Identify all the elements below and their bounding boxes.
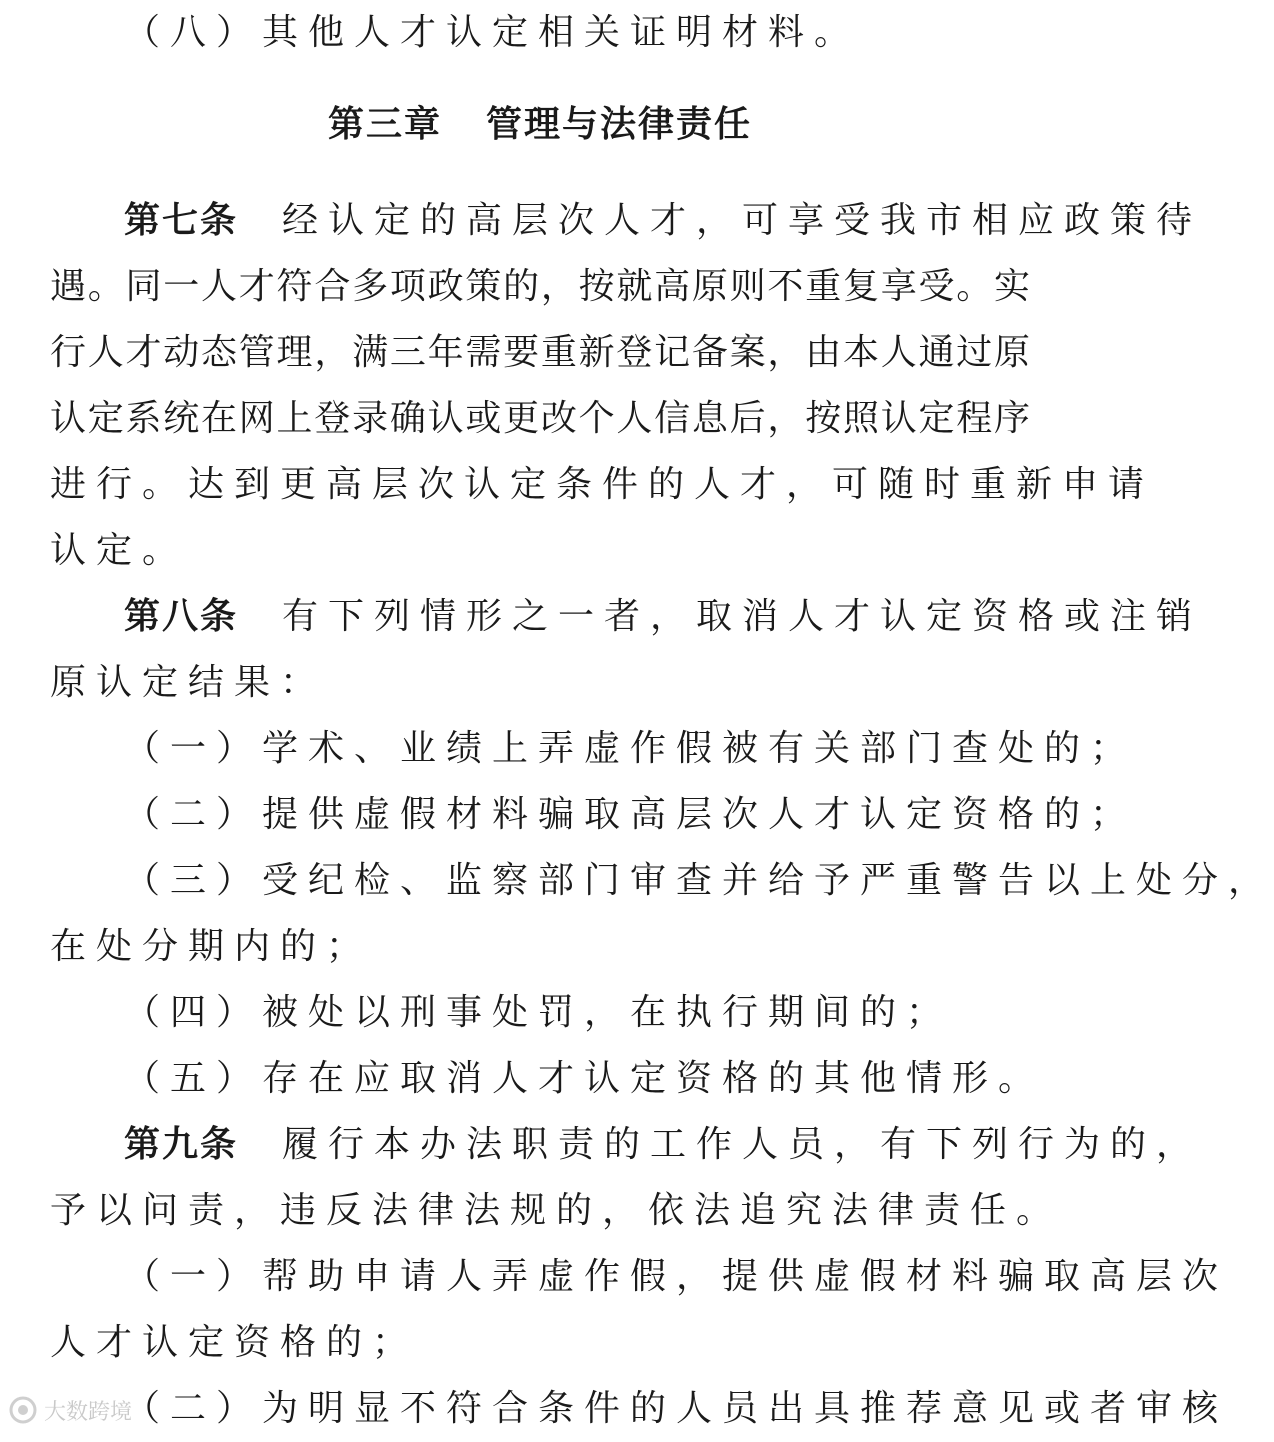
article-9-item-2: （二）为明显不符合条件的人员出具推荐意见或者审核 — [124, 1388, 1229, 1429]
article-7-line-6: 认定。 — [50, 530, 189, 571]
article-9-item-1: （一）帮助申请人弄虚作假，提供虚假材料骗取高层次 — [124, 1256, 1229, 1297]
article-7-line-2: 遇。同一人才符合多项政策的，按就高原则不重复享受。实 — [50, 266, 1030, 307]
article-9-line-2: 予以问责，违反法律法规的，依法追究法律责任。 — [50, 1190, 1063, 1231]
article-7-heading: 第七条 — [124, 200, 239, 241]
chapter-name: 管理与法律责任 — [486, 104, 753, 145]
article-9-item-1-cont: 人才认定资格的； — [50, 1322, 419, 1363]
watermark-text: 大数跨境 — [44, 1399, 133, 1425]
chapter-number: 第三章 — [327, 104, 442, 145]
article-9-text: 履行本办法职责的工作人员，有下列行为的， — [282, 1124, 1203, 1165]
article-8-item-5: （五）存在应取消人才认定资格的其他情形。 — [124, 1058, 1045, 1099]
article-8-heading: 第八条 — [124, 596, 239, 637]
chapter-title — [0, 92, 1080, 158]
article-7-line-3: 行人才动态管理，满三年需要重新登记备案，由本人通过原 — [50, 332, 1030, 373]
article-8-item-1: （一）学术、业绩上弄虚作假被有关部门查处的； — [124, 728, 1137, 769]
article-9-heading: 第九条 — [124, 1124, 239, 1165]
article-9-first-line — [124, 1112, 1203, 1178]
article-8-item-3-cont: 在处分期内的； — [50, 926, 373, 967]
article-8-item-2: （二）提供虚假材料骗取高层次人才认定资格的； — [124, 794, 1137, 835]
list-item-8: （八）其他人才认定相关证明材料。 — [124, 12, 861, 53]
article-7-first-line — [124, 188, 1203, 254]
article-8-line-2: 原认定结果： — [50, 662, 327, 703]
article-7-line-5: 进行。达到更高层次认定条件的人才，可随时重新申请 — [50, 464, 1155, 505]
article-7-line-4: 认定系统在网上登录确认或更改个人信息后，按照认定程序 — [50, 398, 1030, 439]
article-8-item-4: （四）被处以刑事处罚，在执行期间的； — [124, 992, 953, 1033]
article-8-text: 有下列情形之一者，取消人才认定资格或注销 — [282, 596, 1203, 637]
article-7-text: 经认定的高层次人才，可享受我市相应政策待 — [282, 200, 1203, 241]
watermark — [8, 1392, 132, 1428]
article-8-first-line — [124, 584, 1203, 650]
article-8-item-3: （三）受纪检、监察部门审查并给予严重警告以上处分， — [124, 860, 1274, 901]
logo-icon — [8, 1395, 38, 1425]
